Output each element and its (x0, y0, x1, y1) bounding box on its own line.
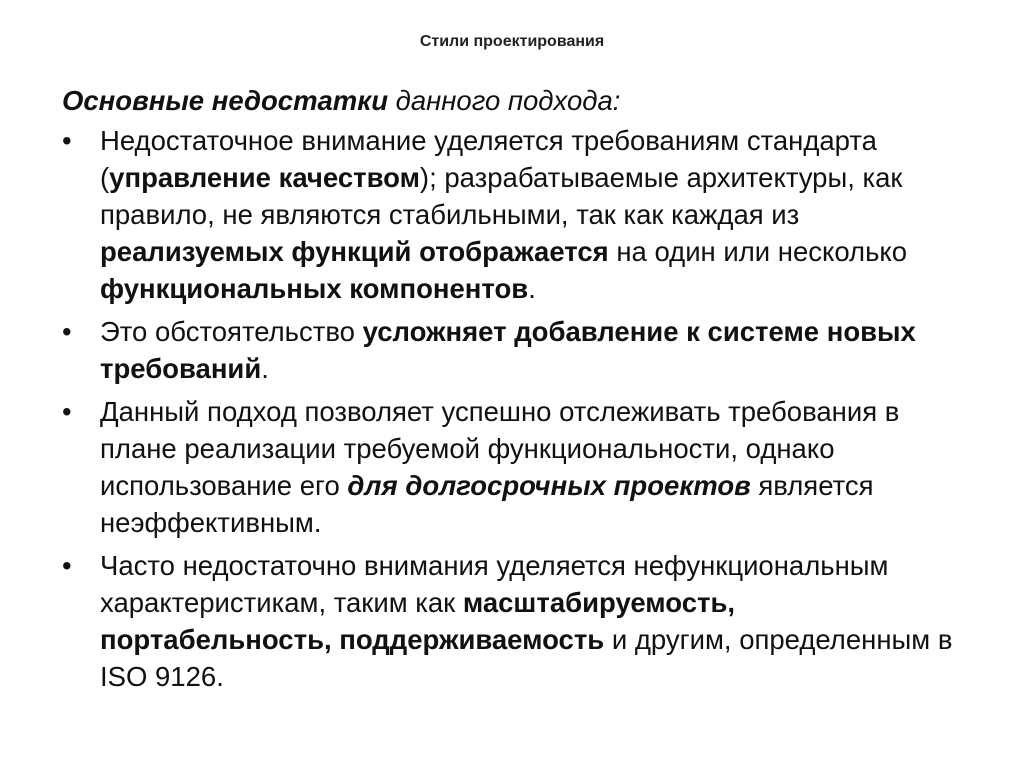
intro-line (62, 82, 962, 119)
bullet-dot-icon: • (62, 316, 72, 347)
text-run: ); разрабатываемые архитектуры, как правило, не являются стабильными, так как каждая из (100, 162, 903, 230)
text-run: Часто недостаточно внимания уделяется нефункциональным характеристикам, таким как (100, 550, 889, 618)
bullet-text (100, 316, 916, 384)
bullet-dot-icon: • (62, 125, 72, 156)
emphasis-text: реализуемых функций отображается (100, 236, 609, 267)
text-run: данного подхода (388, 85, 613, 116)
text-run: на один или несколько (608, 236, 908, 267)
bullet-item (62, 313, 962, 387)
slide-content (62, 82, 962, 701)
slide-title: Стили проектирования (419, 33, 605, 50)
emphasis-text: масштабируемость, портабельность, поддерживаемость (100, 587, 736, 655)
text-run: является неэффективным. (100, 470, 874, 538)
bullet-dot-icon: • (62, 550, 72, 581)
emphasis-text: усложняет добавление к системе новых требований (100, 316, 916, 384)
text-run: Данный подход позволяет успешно отслеживать требования в плане реализации требуемой функциональности, однако использование его (100, 396, 900, 501)
bullet-item (62, 547, 962, 695)
bullet-list (62, 122, 962, 695)
emphasis-text: для долгосрочных проектов (347, 470, 751, 501)
bullet-text (100, 125, 907, 304)
bullet-dot-icon: • (62, 396, 72, 427)
text-run: Недостаточное внимание уделяется требованиям стандарта ( (100, 125, 877, 193)
text-run: Это обстоятельство (100, 316, 363, 347)
emphasis-text: управление качеством (109, 162, 420, 193)
bullet-item (62, 393, 962, 541)
text-run: . (261, 353, 269, 384)
bullet-text (100, 550, 952, 692)
bullet-text (100, 396, 899, 538)
text-run: : (612, 85, 621, 116)
emphasis-text: функциональных компонентов (100, 273, 529, 304)
text-run: и другим, определенным в ISO 9126. (100, 624, 953, 692)
text-run: . (528, 273, 536, 304)
bullet-item (62, 122, 962, 307)
emphasis-text: Основные недостатки (62, 85, 388, 116)
